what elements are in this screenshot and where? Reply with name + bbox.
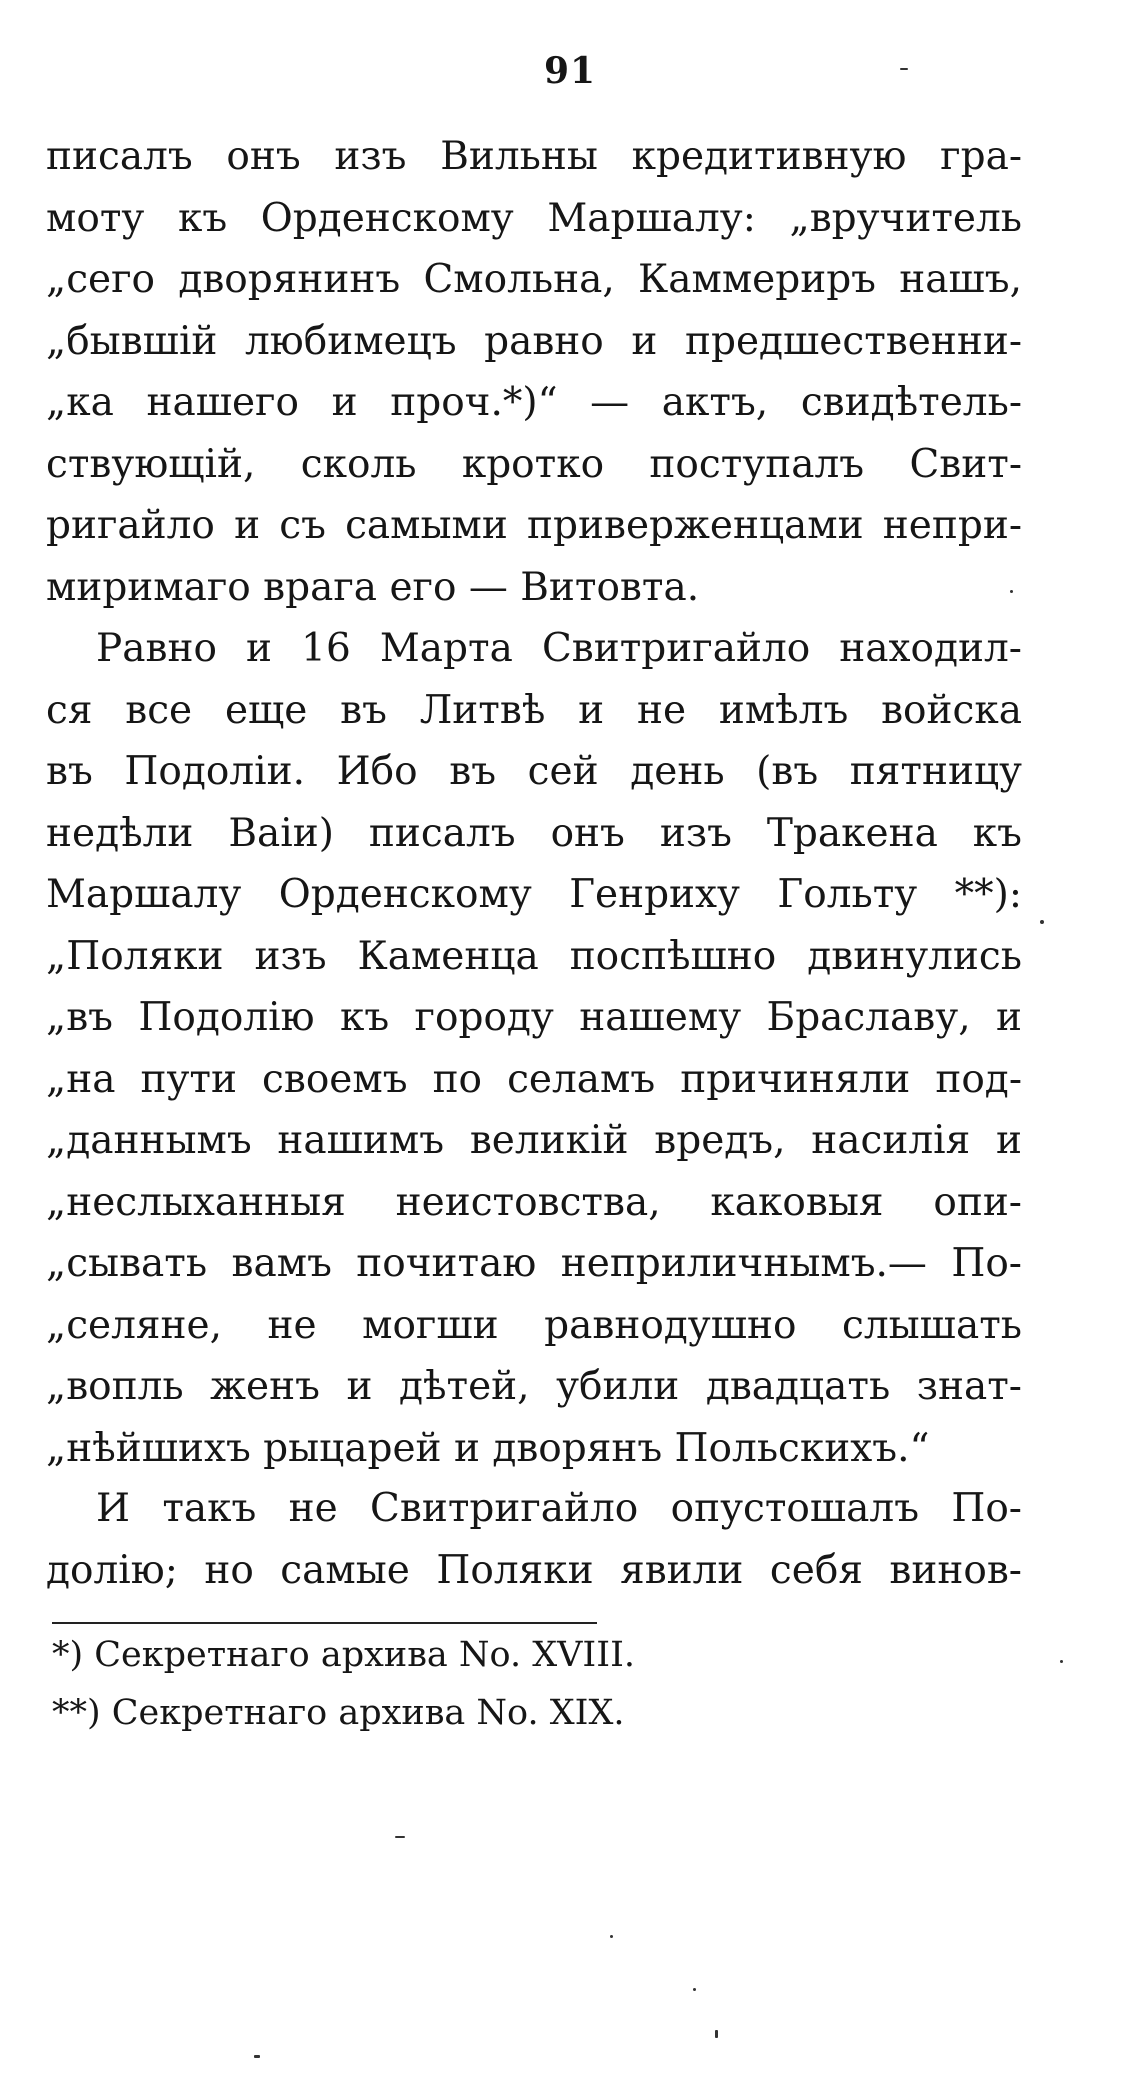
text-line: писалъ онъ изъ Вильны кредитивную гра- bbox=[46, 134, 1022, 179]
scan-speck bbox=[610, 1935, 613, 1938]
footnote: **) Секретнаго архива No. XIX. bbox=[52, 1693, 625, 1733]
scan-speck bbox=[254, 2055, 260, 2058]
scan-speck bbox=[395, 1836, 405, 1838]
footnote: *) Секретнаго архива No. XVIII. bbox=[52, 1635, 636, 1675]
text-line: „селяне, не могши равнодушно слышать bbox=[46, 1302, 1022, 1348]
text-line: И такъ не Свитригайло опустошалъ По- bbox=[96, 1486, 1022, 1531]
text-line: „даннымъ нашимъ великій вредъ, насилія и bbox=[46, 1118, 1022, 1163]
text-line: „неслыханныя неистовства, каковыя опи- bbox=[46, 1179, 1022, 1225]
text-line: „Поляки изъ Каменца поспѣшно двинулись bbox=[46, 933, 1022, 979]
paragraph-2 bbox=[46, 618, 1022, 1479]
scan-speck bbox=[1040, 920, 1044, 924]
text-line: „на пути своемъ по селамъ причиняли под- bbox=[46, 1056, 1022, 1102]
text-line: „вопль женъ и дѣтей, убили двадцать знат- bbox=[46, 1364, 1022, 1409]
text-line: ствующій, сколь кротко поступалъ Свит- bbox=[46, 441, 1022, 487]
text-line: долію; но самые Поляки явили себя винов- bbox=[46, 1547, 1022, 1593]
text-line: миримаго врага его — Витовта. bbox=[46, 564, 700, 610]
footnote-rule bbox=[52, 1622, 597, 1624]
text-line: моту къ Орденскому Маршалу: „вручитель bbox=[46, 195, 1022, 241]
scan-speck bbox=[715, 2030, 718, 2038]
text-line: недѣли Ваіи) писалъ онъ изъ Тракена къ bbox=[46, 810, 1022, 856]
paragraph-1 bbox=[46, 126, 1022, 618]
text-line: „сывать вамъ почитаю неприличнымъ.— По- bbox=[46, 1241, 1022, 1286]
text-line: „бывшій любимецъ равно и предшественни- bbox=[46, 318, 1022, 364]
footnotes bbox=[52, 1626, 952, 1742]
text-line: ригайло и съ самыми приверженцами непри- bbox=[46, 503, 1022, 548]
text-line: ся все еще въ Литвѣ и не имѣлъ войска bbox=[46, 687, 1022, 733]
text-line: „въ Подолію къ городу нашему Браславу, и bbox=[46, 995, 1022, 1040]
page-number: 91 bbox=[543, 50, 597, 92]
text-line: Равно и 16 Марта Свитригайло находил- bbox=[96, 626, 1022, 671]
text-line: „нѣйшихъ рыцарей и дворянъ Польскихъ.“ bbox=[46, 1425, 930, 1471]
text-line: „ка нашего и проч.*)“ — актъ, свидѣтель- bbox=[46, 380, 1022, 425]
text-line: Маршалу Орденскому Генриху Гольту **): bbox=[46, 872, 1022, 917]
scan-speck bbox=[900, 68, 908, 70]
scan-speck bbox=[693, 1988, 696, 1991]
text-line: „сего дворянинъ Смольна, Каммериръ нашъ, bbox=[46, 257, 1022, 302]
scan-speck bbox=[1060, 1660, 1063, 1663]
scan-speck bbox=[1010, 590, 1013, 593]
paragraph-3 bbox=[46, 1478, 1022, 1601]
text-line: въ Подоліи. Ибо въ сей день (въ пятницу bbox=[46, 749, 1022, 794]
